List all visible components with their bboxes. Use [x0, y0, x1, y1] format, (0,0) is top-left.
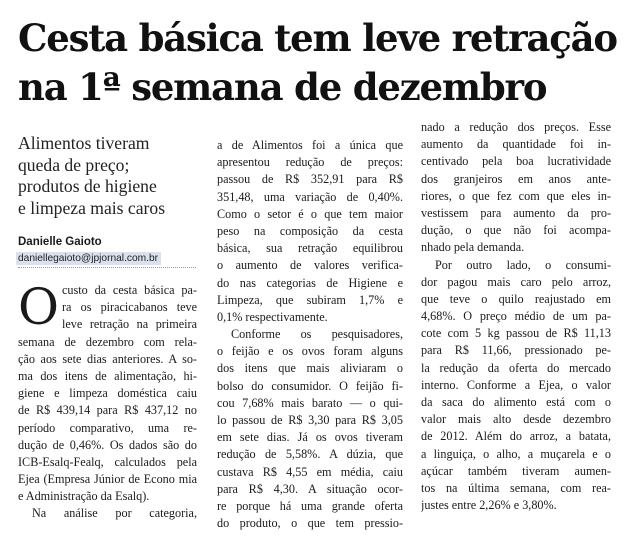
subheadline-line: e limpeza mais caros — [18, 197, 166, 218]
body-line: dor pagou mais caro pelo arroz, — [421, 274, 611, 289]
body-line: peso na composição da cesta — [217, 223, 403, 238]
body-line: Por outro lado, o consumi- — [435, 257, 611, 272]
body-line: re porque há uma grande oferta — [217, 498, 403, 513]
body-line: do produto, o que tem pressio- — [217, 516, 403, 531]
subheadline — [18, 133, 198, 219]
body-line: o aumento de valores verifica- — [217, 258, 403, 273]
drop-cap: O — [18, 278, 59, 336]
body-line: e Administração da Esalq). — [18, 489, 150, 504]
body-line: dos itens que mais aliviaram o — [217, 361, 403, 376]
body-line: nado a redução dos preços. Esse — [421, 120, 611, 134]
body-line: 0,1% respectivamente. — [217, 309, 328, 324]
body-line: redução de 5,58%. A dúzia, que — [217, 447, 403, 462]
headline — [18, 14, 618, 112]
body-line: tos na última semana, com rea- — [421, 480, 611, 495]
body-line: lo passou de R$ 3,30 para R$ 3,05 — [217, 413, 403, 427]
body-line: cou 7,68% mais barato — o qui- — [217, 395, 403, 410]
body-line: período comparativo, uma re- — [18, 420, 197, 435]
body-line: o feijão e os ovos foram alguns — [217, 344, 403, 359]
body-line: aumento da quantidade foi in- — [421, 137, 611, 152]
subheadline-line: produtos de higiene — [18, 176, 157, 196]
body-line: a de Alimentos foi a única que — [217, 138, 403, 152]
headline-line: Cesta básica tem leve retração — [18, 16, 617, 60]
body-line: valor mais alto desde dezembro — [421, 412, 611, 427]
body-line: ção aos sete dias anteriores. A so- — [18, 351, 197, 366]
body-line: ra os piracicabanos teve — [62, 300, 197, 315]
body-line: Ejea (Empresa Júnior de Econo mia — [18, 472, 197, 487]
body-line: apresentou redução de preços: — [217, 155, 403, 170]
body-line: custo da cesta básica pa- — [62, 283, 197, 297]
author-name: Danielle Gaioto — [18, 236, 102, 248]
body-line: centivado pela boa lucratividade — [421, 154, 611, 169]
body-line: Limpeza, que subiram 1,7% e — [217, 292, 403, 307]
body-line: da saca do alimento está com o — [421, 395, 611, 409]
body-line: ICB-Esalq-Fealq, calculados pela — [18, 454, 197, 469]
body-line: do nas categorias de Higiene e — [217, 275, 403, 290]
body-line: semana de dezembro com rela- — [18, 334, 197, 349]
body-line: dução, o que não foi acompa- — [421, 223, 611, 238]
body-line: giene e limpeza doméstica caiu — [18, 386, 197, 401]
body-line: açúcar também tiveram aumen- — [421, 463, 611, 478]
body-line: interno. Conforme a Ejea, o valor — [421, 377, 611, 392]
body-line: leve retração na primeira — [62, 317, 197, 332]
body-line: de R$ 439,14 para R$ 437,12 no — [18, 403, 197, 418]
body-line: 4,68%. O preço médio de um pa- — [421, 309, 611, 324]
body-line: vestissem para aumento da pro- — [421, 205, 611, 220]
body-line: custava R$ 4,55 em média, caiu — [217, 464, 403, 479]
body-line: justes entre 2,26% e 3,80%. — [421, 498, 557, 513]
subheadline-line: Alimentos tiveram — [18, 133, 150, 153]
body-line: para R$ 4,30. A situação ocor- — [217, 481, 403, 496]
body-line: de 2012. Além do arroz, a batata, — [421, 429, 611, 444]
body-line: bolso do consumidor. O feijão fi- — [217, 378, 403, 393]
body-line: cote com 5 kg passou de R$ 11,13 — [421, 326, 611, 341]
body-line: ma dos itens de alimentação, hi- — [18, 368, 197, 383]
text-column-1 — [18, 278, 197, 523]
byline-divider — [18, 267, 196, 268]
body-line: la redução da oferta do mercado — [421, 360, 611, 375]
body-line: em sete dias. Já os ovos tiveram — [217, 430, 403, 445]
body-line: básica, sua retração equilibrou — [217, 241, 403, 256]
text-column-2 — [217, 137, 403, 532]
body-line: passou de R$ 352,91 para R$ — [217, 172, 403, 187]
body-line: para R$ 11,66, pressionado pe- — [421, 343, 611, 358]
body-line: 351,48, uma variação de 0,40%. — [217, 189, 403, 204]
body-line: riores, o que fez com que eles in- — [421, 188, 611, 203]
body-line: dos granjeiros em anos ante- — [421, 171, 611, 186]
body-line: a linguiça, o alho, a muçarela e o — [421, 446, 611, 461]
body-line: nhado pela demanda. — [421, 240, 525, 255]
body-line: Conforme os pesquisadores, — [231, 327, 403, 342]
body-line: Como o setor é o que tem maior — [217, 206, 403, 221]
body-line: dução de 0,46%. Os dados são do — [18, 437, 197, 452]
headline-line: na 1ª semana de dezembro — [18, 65, 547, 109]
subheadline-line: queda de preço; — [18, 154, 130, 175]
author-email-link[interactable]: daniellegaioto@jpjornal.com.br — [16, 252, 161, 265]
body-line: que teve o quilo reajustado em — [421, 291, 611, 306]
text-column-3 — [421, 119, 611, 514]
body-line: Na análise por categoria, — [32, 506, 197, 521]
